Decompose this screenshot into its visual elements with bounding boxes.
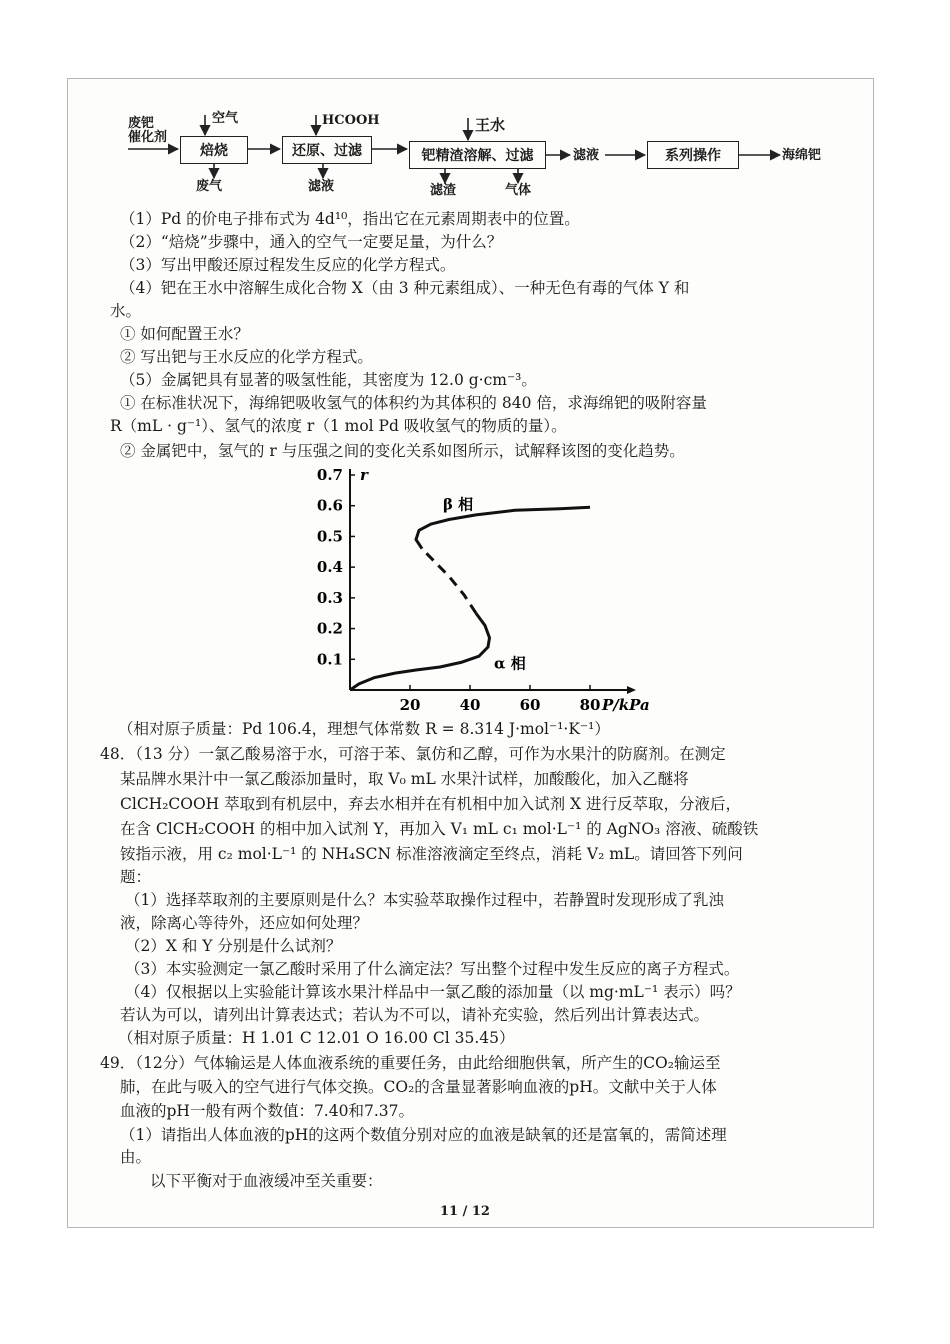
q48-part1b: 液，除离心等待外，还应如何处理？ [120, 914, 369, 932]
aqua-regia-label: 王水 [475, 116, 506, 134]
hcooh-label: HCOOH [322, 113, 380, 128]
step-roast-box: 焙烧 [180, 136, 248, 164]
q47-part5d: ② 金属钯中，氢气的 r 与压强之间的变化关系如图所示，试解释该图的变化趋势。 [120, 442, 685, 460]
q47-part3: （3）写出甲酸还原过程发生反应的化学方程式。 [120, 256, 456, 274]
air-label: 空气 [212, 111, 239, 126]
waste-gas-label: 废气 [196, 179, 223, 194]
two-phase-dashed-curve [422, 549, 476, 614]
q49-line1: 49．（12分）气体输运是人体血液系统的重要任务，由此给细胞供氧，所产生的CO₂输运至 [100, 1054, 721, 1072]
q49-part1b: 由。 [120, 1148, 152, 1166]
x-tick-label: 40 [459, 696, 481, 714]
alpha-phase-curve [350, 613, 490, 690]
q47-part4b: 水。 [110, 302, 142, 320]
x-axis-arrow [627, 686, 636, 694]
residue-label: 滤渣 [430, 183, 457, 198]
x-axis-label: P/kPa [602, 696, 650, 714]
step-dissolve-box: 钯精渣溶解、过滤 [409, 141, 546, 169]
q49-part1a: （1）请指出人体血液的pH的这两个数值分别对应的血液是缺氧的还是富氧的，需简述理 [120, 1126, 727, 1144]
q47-atomic-masses: （相对原子质量：Pd 106.4，理想气体常数 R = 8.314 J·mol⁻¹·K⁻¹） [118, 720, 610, 738]
y-tick-label: 0.6 [316, 496, 343, 515]
y-tick-label: 0.4 [316, 558, 343, 577]
y-axis-label: r [360, 466, 368, 484]
q48-part4a: （4）仅根据以上实验能计算该水果汁样品中一氯乙酸的添加量（以 mg·mL⁻¹ 表示）吗？ [125, 983, 741, 1001]
q48-line4: 在含 ClCH₂COOH 的相中加入试剂 Y，再加入 V₁ mL c₁ mol·L⁻¹ 的 AgNO₃ 溶液、硫酸铁 [120, 820, 759, 838]
q48-line2: 某品牌水果汁中一氯乙酸添加量时，取 V₀ mL 水果汁试样，加酸酸化，加入乙醚将 [120, 770, 689, 788]
q47-part4a: （4）钯在王水中溶解生成化合物 X（由 3 种元素组成）、一种无色有毒的气体 Y 和 [120, 279, 690, 297]
q48-line5: 铵指示液，用 c₂ mol·L⁻¹ 的 NH₄SCN 标准溶液滴定至终点，消耗 V₂ mL。请回答下列问 [120, 845, 743, 863]
chart-axes [350, 469, 636, 694]
filtrate-mid-label: 滤液 [573, 148, 600, 163]
q49-part2: 以下平衡对于血液缓冲至关重要： [150, 1172, 383, 1190]
q47-part2: （2）“焙烧”步骤中，通入的空气一定要足量，为什么？ [120, 233, 503, 251]
y-tick-label: 0.1 [316, 650, 343, 669]
q47-part5a: （5）金属钯具有显著的吸氢性能，其密度为 12.0 g·cm⁻³。 [120, 371, 537, 389]
q49-line2: 肺，在此与吸入的空气进行气体交换。CO₂的含量显著影响血液的pH。文献中关于人体 [120, 1078, 717, 1096]
chart-curves [350, 507, 590, 690]
y-tick-label: 0.3 [316, 588, 343, 607]
q48-part3: （3）本实验测定一氯乙酸时采用了什么滴定法？写出整个过程中发生反应的离子方程式。 [125, 960, 740, 978]
y-tick-label: 0.5 [316, 527, 343, 546]
q49-line3: 血液的pH一般有两个数值：7.40和7.37。 [120, 1102, 414, 1120]
q47-part1: （1）Pd 的价电子排布式为 4d¹⁰，指出它在元素周期表中的位置。 [120, 210, 580, 228]
gas-label: 气体 [505, 183, 532, 198]
q48-part1a: （1）选择萃取剂的主要原则是什么？本实验萃取操作过程中，若静置时发现形成了乳浊 [125, 891, 724, 909]
q48-line6: 题： [120, 868, 152, 886]
q48-atomic-masses: （相对原子质量：H 1.01 C 12.01 O 16.00 Cl 35.45） [118, 1029, 515, 1047]
product-label: 海绵钯 [782, 148, 822, 163]
q47-part5c: R（mL · g⁻¹）、氢气的浓度 r（1 mol Pd 吸收氢气的物质的量）。 [110, 417, 567, 435]
y-tick-label: 0.7 [316, 466, 343, 484]
q48-part2: （2）X 和 Y 分别是什么试剂？ [125, 937, 342, 955]
q47-part4d: ② 写出钯与王水反应的化学方程式。 [120, 348, 373, 366]
x-tick-label: 20 [399, 696, 421, 714]
x-tick-label: 60 [519, 696, 541, 714]
q48-line1: 48．（13 分）一氯乙酸易溶于水，可溶于苯、氯仿和乙醇，可作为水果汁的防腐剂。在测定 [100, 745, 726, 763]
step-reduce-box: 还原、过滤 [282, 136, 372, 164]
beta-phase-label: β 相 [443, 495, 474, 514]
q48-part4b: 若认为可以，请列出计算表达式；若认为不可以，请补充实验，然后列出计算表达式。 [120, 1006, 710, 1024]
page-number: 11 / 12 [440, 1204, 490, 1219]
q47-part4c: ① 如何配置王水？ [120, 325, 249, 343]
q48-line3: ClCH₂COOH 萃取到有机层中，弃去水相并在有机相中加入试剂 X 进行反萃取，分液后， [120, 795, 742, 813]
step-series-box: 系列操作 [647, 141, 739, 169]
hydrogen-pressure-chart [300, 465, 650, 715]
alpha-phase-label: α 相 [494, 654, 526, 673]
filtrate-label: 滤液 [308, 179, 335, 194]
flowchart-arrows [0, 0, 950, 210]
input-label: 废钯 催化剂 [128, 116, 168, 145]
q47-part5b: ① 在标准状况下，海绵钯吸收氢气的体积约为其体积的 840 倍，求海绵钯的吸附容量 [120, 394, 707, 412]
x-tick-label: 80 [579, 696, 601, 714]
y-tick-label: 0.2 [316, 619, 343, 638]
